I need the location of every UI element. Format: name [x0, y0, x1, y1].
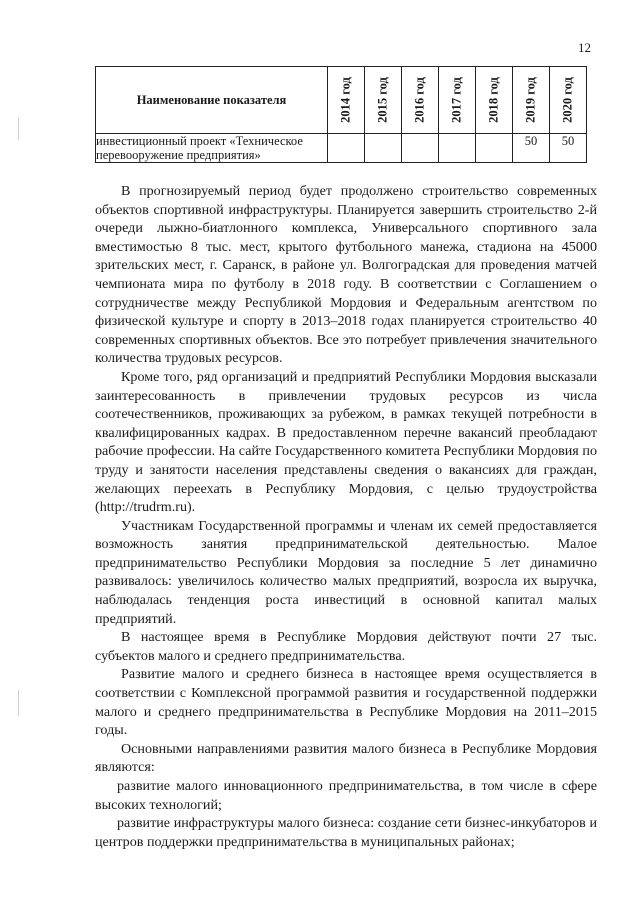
paragraph: Кроме того, ряд организаций и предприятий Республики Мордовия высказали заинтересованность в привлечении трудовых ресурсов из числа соотечественников, проживающих за рубежом, в рамках текущей потребности в квалифицированных кадрах. В предоставленном перечне вакансий преобладают рабочие профессии. На сайте Государственного комитета Республики Мордовия по труду и занятости населения представлены сведения о вакансиях для граждан, желающих переехать в Республику Мордовия, с целью трудоустройства (http://trudrm.ru).: [95, 368, 597, 516]
column-header-year: [365, 67, 402, 134]
table-cell: [402, 134, 439, 163]
column-header-year: [402, 67, 439, 134]
row-name: инвестиционный проект «Техническое перевооружение предприятия»: [96, 134, 328, 163]
table-cell: [365, 134, 402, 163]
paragraph: Основными направлениями развития малого бизнеса в Республике Мордовия являются:: [95, 740, 597, 776]
table-cell: [476, 134, 513, 163]
year-label: 2016 год: [412, 77, 427, 123]
year-label: 2020 год: [560, 77, 575, 123]
year-label: 2017 год: [449, 77, 464, 123]
column-header-year: [550, 67, 587, 134]
table-cell: [439, 134, 476, 163]
paragraph: Участникам Государственной программы и членам их семей предоставляется возможность занятия предпринимательской деятельностью. Малое предпринимательство Республики Мордовия за последние 5 лет динамично развивалось: увеличилось количество малых предприятий, возросла их выручка, наблюдалась тенденция роста инвестиций в основной капитал малых предприятий.: [95, 517, 597, 627]
paragraph: В прогнозируемый период будет продолжено строительство современных объектов спортивной инфраструктуры. Планируется завершить строительство 2-й очереди лыжно-биатлонного комплекса, Универсального спортивного зала вместимостью 8 тыс. мест, крытого футбольного манежа, стадиона на 45000 зрительских мест, г. Саранск, в районе ул. Волгоградская для проведения матчей чемпионата мира по футболу в 2018 году. В соответствии с Соглашением о сотрудничестве между Республикой Мордовия и Федеральным агентством по физической культуре и спорту в 2013–2018 годах планируется строительство 40 современных спортивных объектов. Все это потребует привлечения значительного количества трудовых ресурсов.: [95, 183, 597, 367]
paragraph: В настоящее время в Республике Мордовия действуют почти 27 тыс. субъектов малого и среднего предпринимательства.: [95, 629, 597, 664]
column-header-year: [328, 67, 365, 134]
column-header-name: Наименование показателя: [96, 67, 328, 134]
column-header-year: [513, 67, 550, 134]
column-header-year: [476, 67, 513, 134]
year-label: 2019 год: [523, 77, 538, 123]
table-cell: [328, 134, 365, 163]
paragraph: Развитие малого и среднего бизнеса в настоящее время осуществляется в соответствии с Комплексной программой развития и государственной поддержки малого и среднего предпринимательства в Республике Мордовия на 2011–2015 годы.: [95, 666, 597, 739]
margin-mark: [18, 118, 19, 140]
year-label: 2015 год: [375, 77, 390, 123]
list-item: развитие инфраструктуры малого бизнеса: создание сети бизнес-инкубаторов и центров поддержки предпринимательства в муниципальных районах;: [95, 815, 597, 850]
document-body: [95, 182, 597, 851]
year-label: 2014 год: [338, 77, 353, 123]
margin-mark: [18, 690, 19, 716]
table-cell: 50: [513, 134, 550, 163]
table-header-row: [96, 67, 587, 134]
list-item: развитие малого инновационного предпринимательства, в том числе в сфере высоких технологий;: [95, 778, 597, 813]
year-label: 2018 год: [486, 77, 501, 123]
table-row: [96, 134, 587, 163]
table-cell: 50: [550, 134, 587, 163]
column-header-year: [439, 67, 476, 134]
indicators-table: [95, 66, 587, 163]
page-number: 12: [578, 40, 591, 55]
